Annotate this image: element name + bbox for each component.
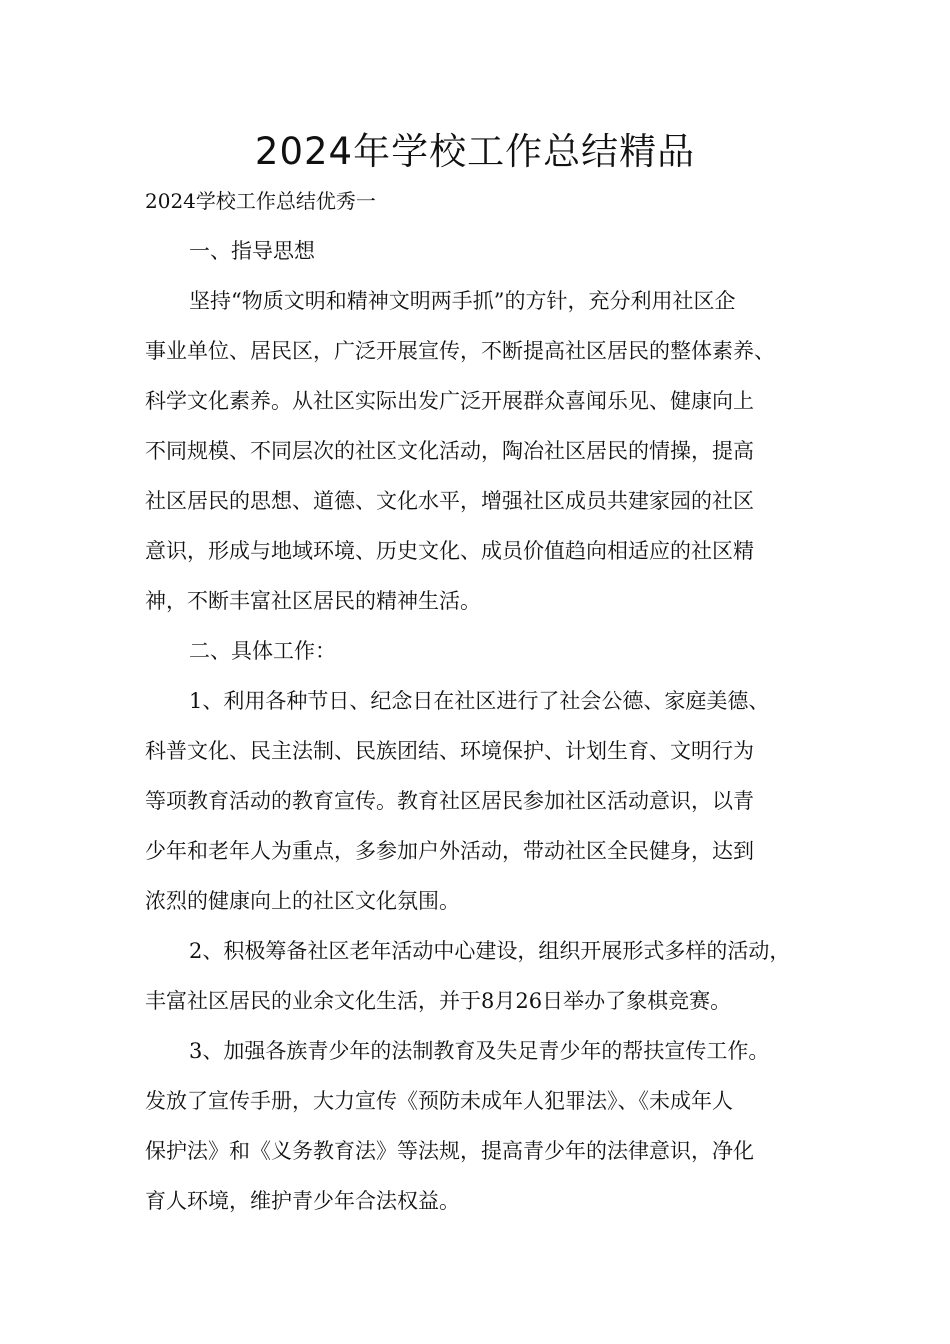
body-line: 2、积极筹备社区老年活动中心建设，组织开展形式多样的活动，: [189, 939, 791, 963]
document-subtitle: 2024学校工作总结优秀一: [145, 189, 376, 213]
body-line: 社区居民的思想、道德、文化水平，增强社区成员共建家园的社区: [145, 489, 754, 513]
body-line: 神，不断丰富社区居民的精神生活。: [145, 589, 481, 613]
body-line: 科普文化、民主法制、民族团结、环境保护、计划生育、文明行为: [145, 739, 754, 763]
body-line: 1、利用各种节日、纪念日在社区进行了社会公德、家庭美德、: [189, 689, 770, 713]
body-line: 意识，形成与地域环境、历史文化、成员价值趋向相适应的社区精: [145, 539, 754, 563]
body-line: 保护法》和《义务教育法》等法规，提高青少年的法律意识，净化: [145, 1139, 754, 1163]
body-line: 坚持“物质文明和精神文明两手抓”的方针，充分利用社区企: [189, 289, 736, 313]
body-line: 事业单位、居民区，广泛开展宣传，不断提高社区居民的整体素养、: [145, 339, 775, 363]
section-heading-guiding-ideology: 一、指导思想: [189, 239, 315, 263]
body-line: 少年和老年人为重点，多参加户外活动，带动社区全民健身，达到: [145, 839, 754, 863]
section-heading-specific-work: 二、具体工作：: [189, 639, 336, 663]
body-line: 育人环境，维护青少年合法权益。: [145, 1189, 460, 1213]
body-line: 等项教育活动的教育宣传。教育社区居民参加社区活动意识，以青: [145, 789, 754, 813]
document-title: 2024年学校工作总结精品: [254, 130, 696, 173]
body-line: 不同规模、不同层次的社区文化活动，陶冶社区居民的情操，提高: [145, 439, 754, 463]
body-line: 浓烈的健康向上的社区文化氛围。: [145, 889, 460, 913]
body-line: 科学文化素养。从社区实际出发广泛开展群众喜闻乐见、健康向上: [145, 389, 754, 413]
body-line: 发放了宣传手册，大力宣传《预防未成年人犯罪法》、《未成年人: [145, 1089, 733, 1113]
body-line: 丰富社区居民的业余文化生活，并于8月26日举办了象棋竞赛。: [145, 989, 732, 1013]
body-line: 3、加强各族青少年的法制教育及失足青少年的帮扶宣传工作。: [189, 1039, 770, 1063]
